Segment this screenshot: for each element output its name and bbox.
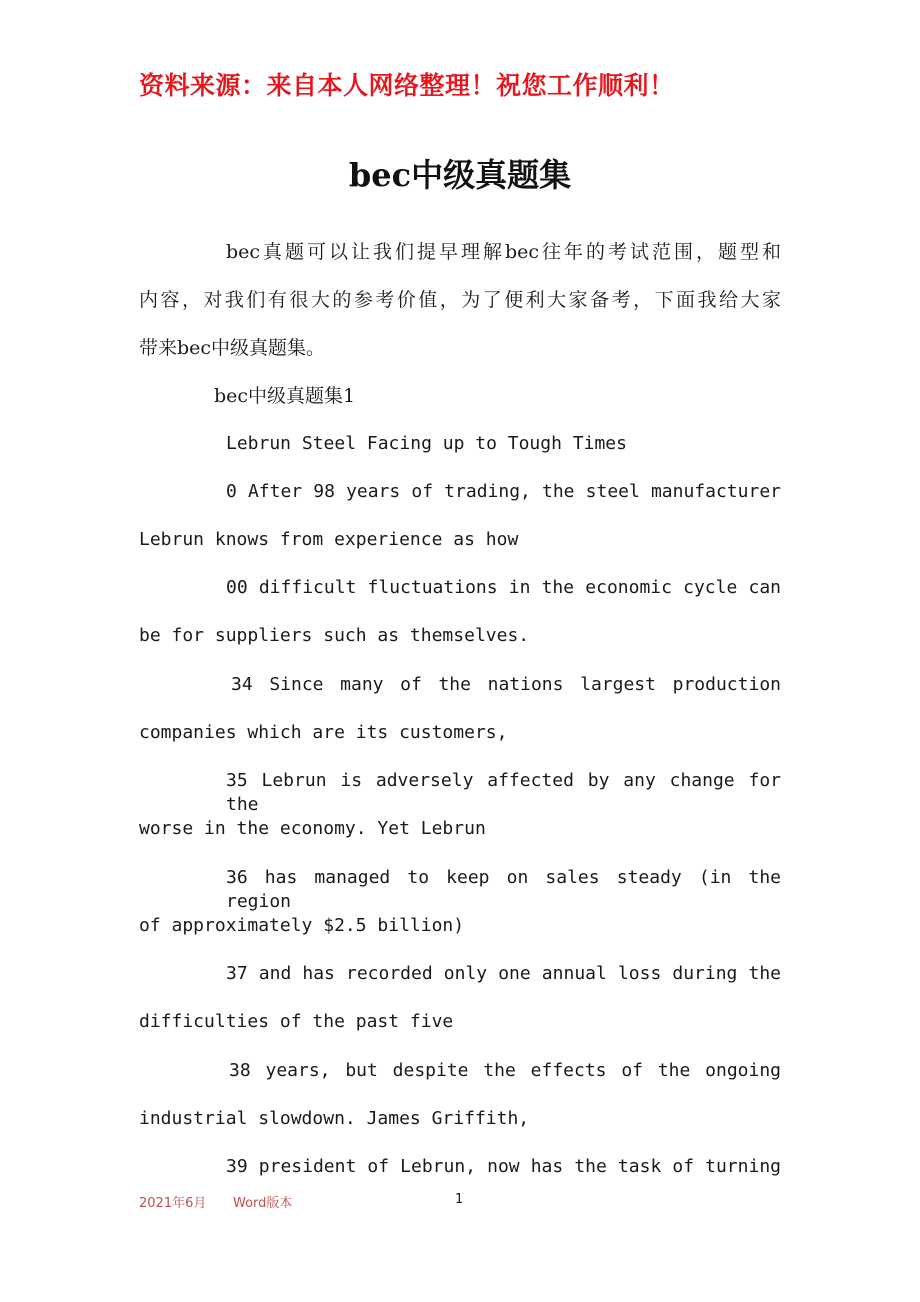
passage-line-38b: industrial slowdown. James Griffith, — [139, 1108, 530, 1129]
passage-line-37b: difficulties of the past five — [139, 1011, 454, 1032]
source-notice: 资料来源：来自本人网络整理！祝您工作顺利！ — [139, 71, 675, 100]
intro-line-2: 内容，对我们有很大的参考价值，为了便利大家备考，下面我给大家 — [139, 289, 781, 311]
section-heading: bec中级真题集1 — [214, 385, 356, 407]
passage-line-38: 38 years, but despite the effects of the ongoing — [229, 1060, 781, 1081]
passage-line-35b: worse in the economy. Yet Lebrun — [139, 818, 486, 839]
passage-line-0: 0 After 98 years of trading, the steel manufacturer — [226, 481, 781, 502]
page-number: 1 — [455, 1192, 464, 1207]
passage-line-39: 39 president of Lebrun, now has the task of turning — [226, 1156, 781, 1177]
document-title: bec中级真题集 — [348, 156, 572, 194]
passage-line-36b: of approximately $2.5 billion) — [139, 915, 465, 936]
passage-line-0b: Lebrun knows from experience as how — [139, 529, 519, 550]
passage-line-00b: be for suppliers such as themselves. — [139, 625, 530, 646]
footer-date: 2021年6月 — [139, 1196, 207, 1211]
intro-line-3: 带来bec中级真题集。 — [139, 337, 326, 359]
intro-line-1: bec真题可以让我们提早理解bec往年的考试范围，题型和 — [226, 241, 781, 263]
passage-title: Lebrun Steel Facing up to Tough Times — [226, 433, 627, 454]
passage-line-34: 34 Since many of the nations largest production — [231, 674, 781, 695]
footer-version: Word版本 — [233, 1196, 293, 1211]
passage-line-36: 36 has managed to keep on sales steady (in the region — [226, 867, 781, 912]
passage-line-37: 37 and has recorded only one annual loss during the — [226, 963, 781, 984]
passage-line-00: 00 difficult fluctuations in the economic cycle can — [226, 577, 781, 598]
passage-line-35: 35 Lebrun is adversely affected by any change for the — [226, 770, 781, 815]
passage-line-34b: companies which are its customers, — [139, 722, 508, 743]
